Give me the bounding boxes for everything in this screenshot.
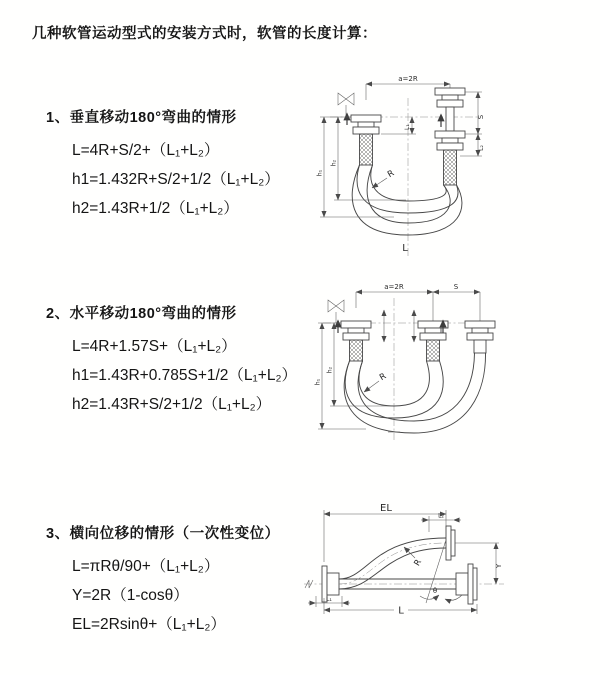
- diagram-lateral-displacement: [296, 498, 596, 666]
- braided-hose-section: [444, 150, 457, 185]
- dim-label-l2: L₂: [478, 145, 485, 151]
- dim-label-h2: h₂: [326, 366, 334, 374]
- section-horizontal-movement: [46, 302, 326, 419]
- right-flange: [456, 564, 477, 604]
- section-1-heading: 1、垂直移动180°弯曲的情形: [46, 110, 237, 126]
- section-3-heading: 3、横向位移的情形（一次性变位）: [46, 526, 280, 542]
- dim-width: [356, 283, 480, 321]
- radius-label: R: [385, 168, 397, 181]
- dim-label-h2: h₂: [330, 159, 338, 167]
- section-lateral-displacement: [46, 522, 326, 639]
- valve-icon: [338, 93, 354, 117]
- dim-el: [324, 503, 446, 562]
- formula-h1: h1=1.43R+0.785S+1/2（L₁+L₂）: [72, 367, 297, 384]
- diagram-horizontal-movement-180: [308, 278, 598, 470]
- dim-l: [324, 598, 477, 617]
- dim-label-y: Y: [495, 563, 503, 569]
- left-pipe-flange: [351, 115, 381, 165]
- hose-displaced-position: [339, 538, 446, 589]
- length-label: L: [398, 605, 404, 617]
- formula-l: L=4R+S/2+（L₁+L₂）: [72, 142, 220, 159]
- dim-stroke-s: [460, 92, 485, 156]
- dim-label-l1: L₁: [326, 596, 332, 603]
- dim-label-h1: h₁: [316, 169, 324, 177]
- right-pipe-flange: [435, 88, 465, 185]
- angle-label: θ: [432, 587, 438, 595]
- left-pipe-flange: [341, 321, 371, 361]
- dim-width: [366, 75, 450, 100]
- section-2-heading: 2、水平移动180°弯曲的情形: [46, 306, 237, 322]
- formula-h1: h1=1.432R+S/2+1/2（L₁+L₂）: [72, 171, 280, 188]
- braided-hose-section: [427, 340, 440, 361]
- dim-l2: [421, 513, 461, 533]
- section-vertical-movement: [46, 106, 326, 223]
- dim-fittings: [384, 310, 414, 342]
- formula-h2: h2=1.43R+1/2（L₁+L₂）: [72, 200, 239, 217]
- right-pipe-flange: [465, 321, 495, 353]
- hose-u-bend: [344, 353, 485, 433]
- dim-label-s: S: [477, 114, 485, 120]
- radius-callout: [364, 371, 388, 392]
- dim-label-s: S: [453, 283, 459, 291]
- dim-l1: [381, 117, 416, 134]
- dim-label-l2: L₂: [438, 512, 444, 520]
- radius-label: R: [412, 557, 425, 569]
- formula-el: EL=2Rsinθ+（L₁+L₂）: [72, 616, 226, 633]
- center-lines: [323, 298, 493, 440]
- dim-l1: [308, 596, 350, 607]
- braided-hose-section: [360, 134, 373, 165]
- page-title: 几种软管运动型式的安装方式时，软管的长度计算：: [32, 26, 377, 42]
- radius-label: R: [377, 371, 389, 384]
- dim-label-a2r: a=2R: [384, 283, 404, 291]
- dim-label-a2r: a=2R: [398, 75, 418, 83]
- radius-callout: [372, 168, 396, 188]
- dim-label-h1: h₁: [314, 378, 322, 386]
- upper-flange: [446, 526, 455, 560]
- diagram-vertical-movement-180: [308, 70, 598, 262]
- dim-label-el: EL: [380, 503, 392, 514]
- formula-l: L=4R+1.57S+（L₁+L₂）: [72, 338, 237, 355]
- length-label: L: [402, 243, 408, 254]
- dim-label-l1: L₁: [404, 124, 411, 130]
- formula-h2: h2=1.43R+S/2+1/2（L₁+L₂）: [72, 396, 272, 413]
- braided-hose-section: [350, 340, 363, 361]
- formula-l: L=πRθ/90+（L₁+L₂）: [72, 558, 220, 575]
- formula-y: Y=2R（1-cosθ）: [72, 587, 189, 604]
- valve-icon: [328, 300, 344, 323]
